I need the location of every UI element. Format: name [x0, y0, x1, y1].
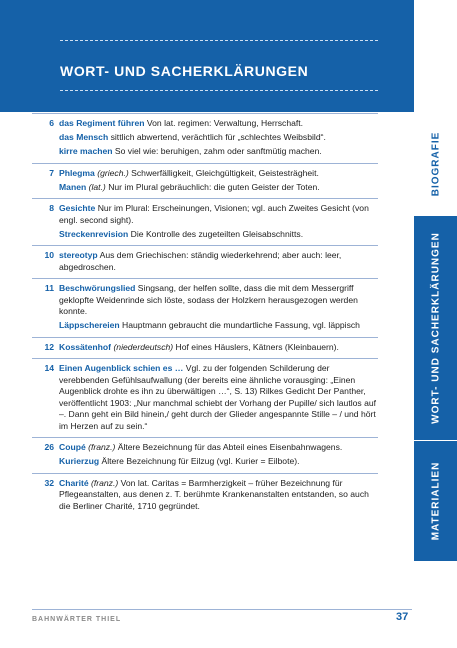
- glossary-origin-note: (franz.): [91, 477, 119, 488]
- glossary-term: Beschwörungslied: [59, 283, 136, 293]
- glossary-item: [59, 118, 378, 130]
- page-number: 37: [396, 611, 409, 623]
- tab-materialien[interactable]: [414, 441, 457, 561]
- glossary-entry: [32, 473, 378, 518]
- glossary-definition: Nur im Plural gebräuchlich: die guten Geister der Toten.: [108, 181, 320, 192]
- glossary-term: Manen: [59, 181, 87, 192]
- tab-biografie-label: BIOGRAFIE: [430, 131, 441, 197]
- page-reference: 12: [44, 341, 54, 352]
- glossary-definition: Die Kontrolle des zugeteilten Gleisabschnitts.: [130, 228, 304, 239]
- footer-book-title: BAHNWÄRTER THIEL: [32, 616, 122, 623]
- header-band: [0, 0, 414, 112]
- glossary-term: Kurierzug: [59, 456, 100, 466]
- page-reference: 6: [49, 118, 54, 128]
- glossary-term: Kossätenhof: [59, 341, 112, 352]
- glossary-item: [59, 168, 378, 180]
- footer-divider: [32, 609, 412, 610]
- glossary-term: das Mensch: [59, 132, 109, 142]
- glossary-definition: Vgl. zu der folgenden Schilderung der verebbenden Gefühlsaufwallung (der bereits eine ähnliche vorausging: „Einen Augenblick drohte es ihn zu überwältigen …“, S. 13) Rilkes Gedicht Der Panther, veröffentlicht 1903: „Nur manchmal schiebt der Vorhang der Pupille/ sich lautlos auf –. Dann geht ein Bild hinein,/ geht durch der Glieder angespannte Stille – / und hört im Herzen auf zu sein.“: [59, 363, 377, 431]
- glossary-definition: So viel wie: beruhigen, zahm oder sanftmütig machen.: [114, 146, 322, 156]
- glossary-term: Streckenrevision: [59, 228, 129, 239]
- glossary-definition: Von lat. Caritas = Barmherzigkeit – früher Bezeichnung für Pflegeanstalten, aus denen z. T. berühmte Krankenanstalten entstanden, so auch die Berliner Charité, 1710 gegründet.: [59, 477, 369, 511]
- glossary-definition: Ältere Bezeichnung für Eilzug (vgl. Kurier = Eilbote).: [101, 456, 300, 466]
- glossary-item: [59, 342, 378, 354]
- glossary-definition: Aus dem Griechischen: ständig wiederkehrend; aber auch: leer, abgedroschen.: [59, 250, 342, 272]
- glossary-item: [59, 442, 378, 454]
- page-reference: 7: [49, 167, 54, 178]
- glossary-definition: Singsang, der helfen sollte, dass die mit dem Messergriff geklopfte Weidenrinde sich löste, sodass der Holzkern herausgezogen werden konnte.: [59, 283, 358, 316]
- glossary-definition: Schwerfälligkeit, Gleichgültigkeit, Geistesträgheit.: [131, 167, 319, 178]
- glossary-term: das Regiment führen: [59, 118, 145, 128]
- glossary-entry: [32, 113, 378, 163]
- glossary-term: stereotyp: [59, 250, 98, 260]
- glossary-item: [59, 203, 378, 226]
- glossary-term: kirre machen: [59, 146, 113, 156]
- glossary-definition: sittlich abwertend, verächtlich für „schlechtes Weibsbild“.: [110, 132, 326, 142]
- tab-materialien-label: MATERIALIEN: [430, 461, 441, 541]
- glossary-item: [59, 146, 378, 158]
- header-divider-top: [60, 40, 378, 41]
- glossary-item: [59, 363, 378, 432]
- glossary-entry: [32, 337, 378, 359]
- glossary-definition: Hauptmann gebraucht die mundartliche Fassung, vgl. läppisch: [122, 320, 360, 330]
- glossary-term: Einen Augenblick schien es …: [59, 363, 184, 373]
- glossary-item: [59, 320, 378, 332]
- glossary-item: [59, 132, 378, 144]
- glossary-item: [59, 456, 378, 468]
- page-title: WORT- UND SACHERKLÄRUNGEN: [60, 63, 309, 79]
- glossary-entry: [32, 358, 378, 437]
- page-reference: 8: [49, 203, 54, 213]
- page-reference: 32: [44, 477, 54, 488]
- glossary-item: [59, 229, 378, 241]
- page-reference: 11: [44, 283, 54, 293]
- glossary-term: Läppschereien: [59, 320, 120, 330]
- glossary-entry: [32, 437, 378, 473]
- glossary-definition: Ältere Bezeichnung für das Abteil eines Eisenbahnwagens.: [117, 442, 343, 452]
- glossary-origin-note: (griech.): [97, 167, 129, 178]
- glossary-list: [32, 113, 378, 517]
- glossary-entry: [32, 245, 378, 278]
- glossary-item: [59, 478, 378, 513]
- tab-biografie[interactable]: [414, 112, 457, 216]
- glossary-entry: [32, 198, 378, 245]
- tab-wort-und-sacherklaerungen[interactable]: [414, 216, 457, 440]
- glossary-origin-note: (franz.): [88, 442, 116, 452]
- glossary-origin-note: (lat.): [88, 181, 106, 192]
- page-reference: 10: [44, 250, 54, 260]
- glossary-term: Charité: [59, 477, 89, 488]
- glossary-term: Coupé: [59, 442, 86, 452]
- glossary-term: Phlegma: [59, 167, 95, 178]
- glossary-origin-note: (niederdeutsch): [113, 341, 174, 352]
- glossary-item: [59, 283, 378, 318]
- page-reference: 14: [44, 363, 54, 373]
- tab-wort-und-sacherklaerungen-label: WORT- UND SACHERKLÄRUNGEN: [430, 232, 441, 424]
- glossary-item: [59, 182, 378, 194]
- glossary-definition: Von lat. regimen: Verwaltung, Herrschaft.: [146, 118, 304, 128]
- header-divider-bottom: [60, 90, 378, 91]
- glossary-term: Gesichte: [59, 203, 96, 213]
- glossary-entry: [32, 278, 378, 337]
- glossary-entry: [32, 163, 378, 199]
- glossary-definition: Hof eines Häuslers, Kätners (Kleinbauern).: [175, 341, 339, 352]
- glossary-item: [59, 250, 378, 273]
- glossary-definition: Nur im Plural: Erscheinungen, Visionen; vgl. auch Zweites Gesicht (von engl. second sight).: [59, 203, 369, 225]
- page-reference: 26: [44, 442, 54, 452]
